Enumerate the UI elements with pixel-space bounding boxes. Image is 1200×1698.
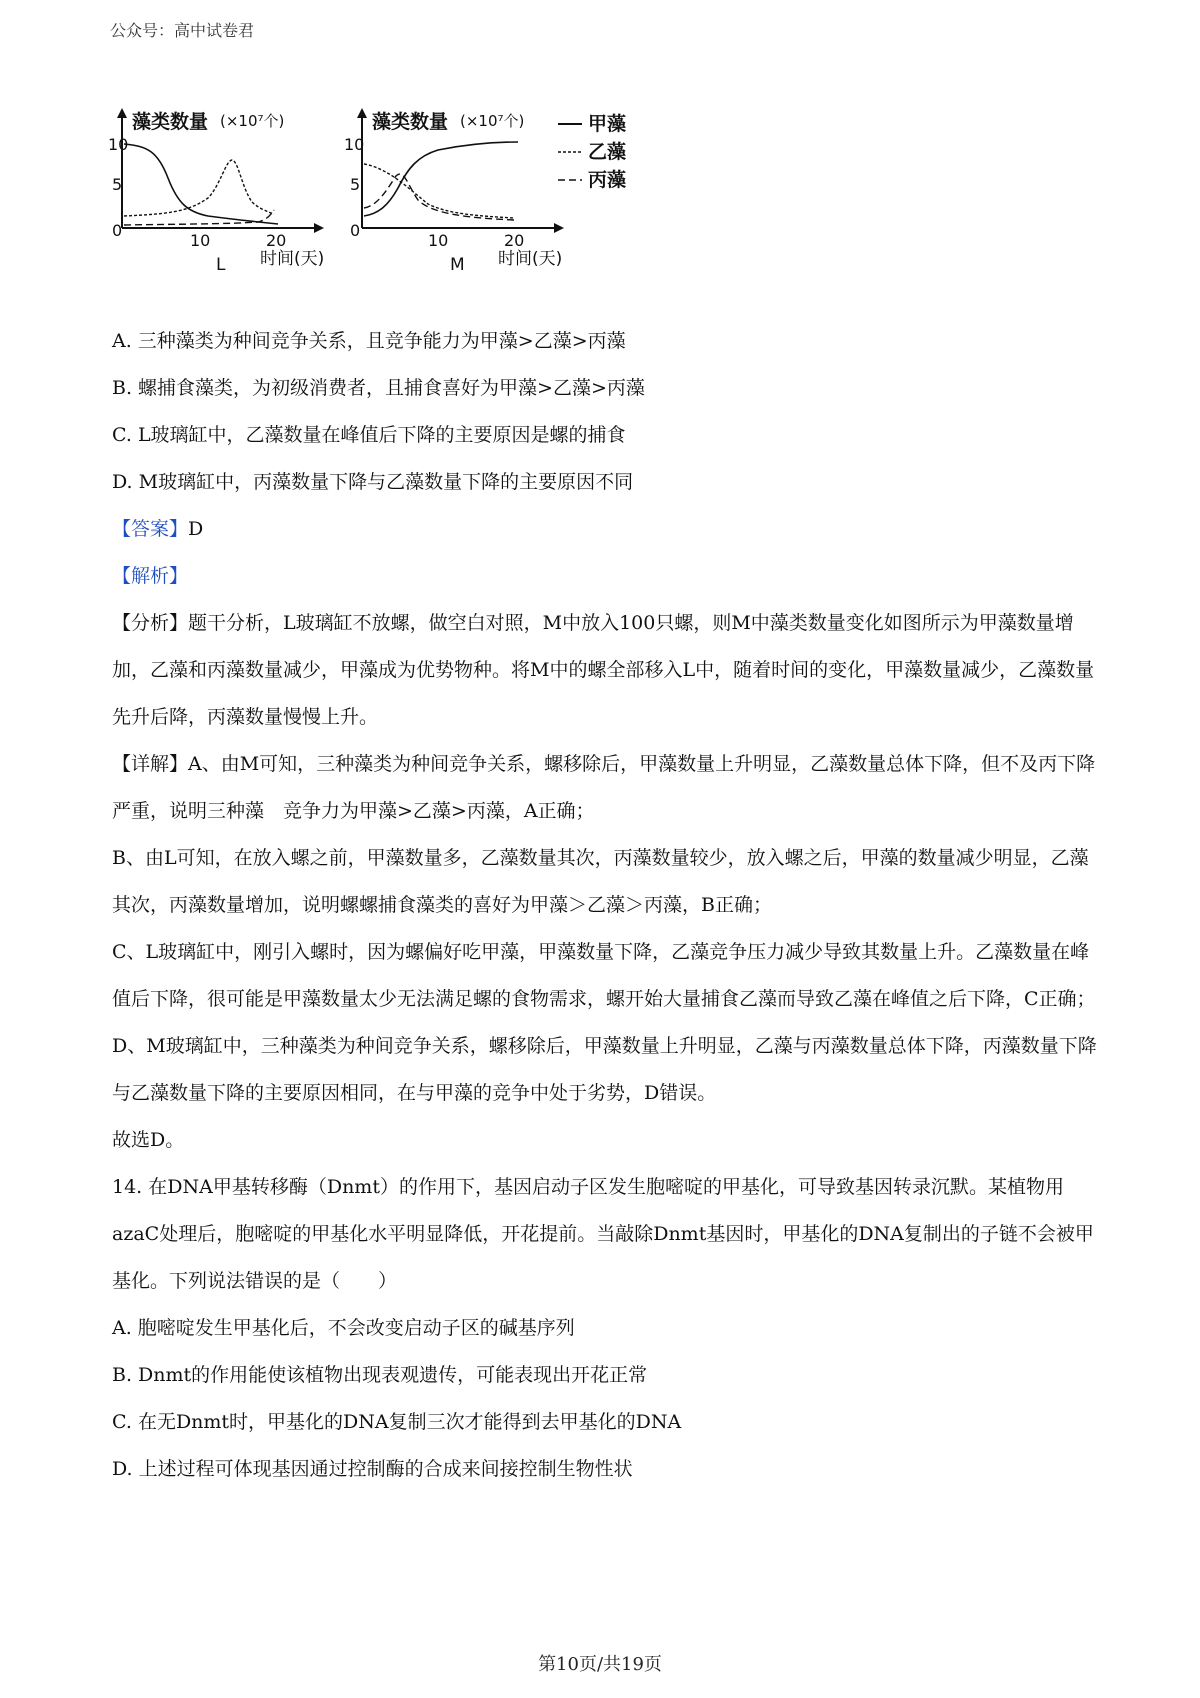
panel-M-y-label: 藻类数量 [372,111,449,133]
header-watermark: 公众号：高中试卷君 [110,21,255,40]
document-body [112,318,1102,1493]
analysis-tag: 【解析】 [112,565,189,587]
panel-L-ytick-10: 10 [108,135,129,154]
legend [558,112,626,191]
panel-L-label: L [216,255,226,275]
panel-M-y-arrow [357,108,367,118]
analysis-b: B、由L可知，在放入螺之前，甲藻数量多，乙藻数量其次，丙藻数量较少，放入螺之后，甲藻的数量减少明显，乙藻其次，丙藻数量增加，说明螺螺捕食藻类的喜好为甲藻＞乙藻＞丙藻，B正确； [112,847,1089,916]
panel-L-x-label: 时间(天) [260,249,325,269]
q14-option-c: C. 在无Dnmt时，甲基化的DNA复制三次才能得到去甲基化的DNA [112,1411,682,1433]
q13-option-d: D. M玻璃缸中，丙藻数量下降与乙藻数量下降的主要原因不同 [112,471,634,493]
q13-option-c: C. L玻璃缸中，乙藻数量在峰值后下降的主要原因是螺的捕食 [112,424,626,446]
page-footer: 第10页/共19页 [538,1654,662,1675]
panel-M-xtick-20: 20 [504,231,525,250]
q14-option-a: A. 胞嘧啶发生甲基化后，不会改变启动子区的碱基序列 [112,1317,575,1339]
q13-option-a: A. 三种藻类为种间竞争关系，且竞争能力为甲藻>乙藻>丙藻 [112,330,626,352]
analysis-xiangjie-a: 【详解】A、由M可知，三种藻类为种间竞争关系，螺移除后，甲藻数量上升明显，乙藻数量总体下降，但不及丙下降严重，说明三种藻 竞争力为甲藻>乙藻>丙藻，A正确； [112,753,1096,822]
panel-L-ytick-0: 0 [112,221,123,240]
panel-M-y-unit: (×10⁷个) [460,112,525,130]
panel-L [108,108,324,275]
algae-chart-svg [108,108,708,298]
panel-M-label: M [450,255,465,275]
analysis-conclusion: 故选D。 [112,1129,185,1151]
panel-M-ytick-5: 5 [350,175,361,194]
legend-jia: 甲藻 [588,113,627,135]
q13-option-b: B. 螺捕食藻类，为初级消费者，且捕食喜好为甲藻>乙藻>丙藻 [112,377,645,399]
analysis-fenxi: 【分析】题干分析，L玻璃缸不放螺，做空白对照，M中放入100只螺，则M中藻类数量变化如图所示为甲藻数量增加，乙藻和丙藻数量减少，甲藻成为优势物种。将M中的螺全部移入L中，随着时间的变化，甲藻数量减少，乙藻数量先升后降，丙藻数量慢慢上升。 [112,612,1095,728]
panel-L-y-arrow [117,108,127,118]
panel-L-bing-line [124,210,274,225]
q14-option-b: B. Dnmt的作用能使该植物出现表观遗传，可能表现出开花正常 [112,1364,648,1386]
q14-stem: 14. 在DNA甲基转移酶（Dnmt）的作用下，基因启动子区发生胞嘧啶的甲基化，可导致基因转录沉默。某植物用azaC处理后，胞嘧啶的甲基化水平明显降低，开花提前。当敲除Dnmt基因时，甲基化的DNA复制出的子链不会被甲基化。下列说法错误的是（ ） [112,1176,1094,1292]
panel-M-jia-line [364,142,518,216]
analysis-c: C、L玻璃缸中，刚引入螺时，因为螺偏好吃甲藻，甲藻数量下降，乙藻竞争压力减少导致其数量上升。乙藻数量在峰值后下降，很可能是甲藻数量太少无法满足螺的食物需求，螺开始大量捕食乙藻而导致乙藻在峰值之后下降，C正确； [112,941,1096,1010]
analysis-d: D、M玻璃缸中，三种藻类为种间竞争关系，螺移除后，甲藻数量上升明显，乙藻与丙藻数量总体下降，丙藻数量下降与乙藻数量下降的主要原因相同，在与甲藻的竞争中处于劣势，D错误。 [112,1035,1097,1104]
panel-M-ytick-10: 10 [344,135,365,154]
legend-yi: 乙藻 [588,141,627,163]
panel-M [344,108,564,275]
panel-L-y-label: 藻类数量 [132,111,209,133]
legend-bing: 丙藻 [588,169,627,191]
panel-L-yi-line [124,160,274,216]
panel-M-bing-line [364,174,514,220]
algae-figure [108,108,708,298]
panel-L-ytick-5: 5 [112,175,123,194]
answer-value: D [188,518,204,540]
panel-L-xtick-20: 20 [266,231,287,250]
answer-tag: 【答案】 [112,518,189,540]
answer-line [112,506,1102,553]
panel-L-x-arrow [314,223,324,233]
panel-L-xtick-10: 10 [190,231,211,250]
panel-M-x-arrow [554,223,564,233]
panel-M-ytick-0: 0 [350,221,361,240]
panel-M-xtick-10: 10 [428,231,449,250]
panel-L-y-unit: (×10⁷个) [220,112,285,130]
q14-option-d: D. 上述过程可体现基因通过控制酶的合成来间接控制生物性状 [112,1458,633,1480]
panel-L-jia-line [124,144,278,224]
panel-M-x-label: 时间(天) [498,249,563,269]
